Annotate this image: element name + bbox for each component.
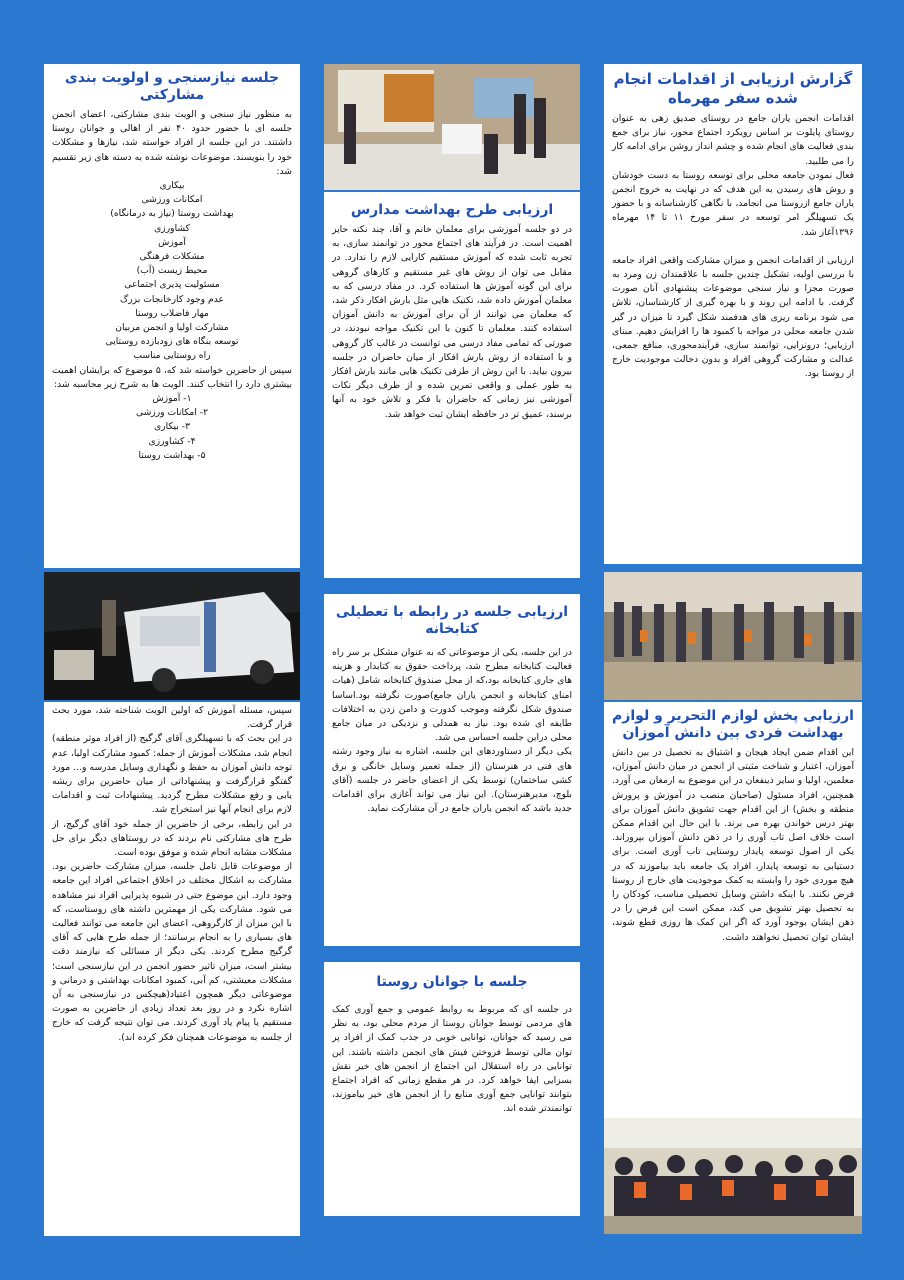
article-title-needs: جلسه نیازسنجی و اولویت بندی مشارکتی <box>64 70 280 103</box>
paragraph: این اقدام ضمن ایجاد هیجان و اشتیاق به تحصیل در بین دانش آموزان، اعتبار و شناخت مثبتی از انجمن در میان دانش آموزان، معلمین، اولیا و سایر ذینفعان در این موضوع به ارمغان می آورد. همچنین، افراد مسئول (صاحبان منصب در آموزش و پرورش منطقه و بخش) از این اقدام جهت تشویق دانش آموزان برای بهتر درس خواندن بهره می برند. با این حال این اقدام ممکن است خلاف اصل تاب آوری را در ذهن دانش آموزان بپروراند. یکی از اصول توسعه پایدار روستایی تاب آوری است. برای دستیابی به توسعه پایدار، افراد یک جامعه باید بیاموزند که در هیچ موردی خود را وابسته به کمک موجودیت های خارج از روستا فرض نکنند. با اینکه داشتن وسایل تحصیلی مناسب، کودکان را به تحصیل بهتر تشویق می کند، ممکن است این فرض را در ذهن ایشان بوجود آورد که اگر این کمک ها روزی قطع شوند، ایشان توان تحصیل نخواهند داشت. <box>612 747 854 943</box>
photo-night-meeting <box>44 572 300 700</box>
list-item: ۵- بهداشت روستا <box>138 449 206 461</box>
paragraph: اقدامات انجمن یاران جامع در روستای صدیق زهی به عنوان روستای پایلوت بر اساس رویکرد اجتماع محور، نیاز برای جمع بندی فعالیت های انجام شده و چشم انداز روشن برای ادامه کار را می طلبید. <box>612 113 854 167</box>
photo-night-image <box>44 572 300 700</box>
photo-teachers-training <box>324 64 580 190</box>
photo-classroom-image <box>604 1118 862 1234</box>
panel-school-health <box>324 192 580 578</box>
article-title-stationery: ارزیابی پخش لوازم التحریر و لوازم بهداشت فردی بین دانش آموزان <box>612 708 854 741</box>
paragraph: در این بحث که با تسهیلگری آقای گرگیج (از افراد موثر منطقه) انجام شد، مشکلات آموزش از جمله: کمبود مشارکت اولیا، عدم توجه دانش آموزان به حفظ و نگهداری وسایل مدرسه و... مورد گفتگو قرارگرفت و پیشنهاداتی از میان حاضرین برای ریشه یابی و رفع مشکلات مطرح گردید. پیشنهادات ثبت و اقدامات لازم برای انجام آنها نیز استخراج شد. <box>52 733 292 816</box>
article-body-education <box>44 702 300 1045</box>
priorities-list <box>52 392 292 463</box>
paragraph: ارزیابی از اقدامات انجمن و میزان مشارکت واقعی افراد جامعه با بررسی اولیه، تشکیل چندین جلسه با علاقمندان زن ومرد به صورت مجزا و نیاز سنجی موضوعات پیشنهادی آنان صورت گرفت. با ادامه این روند و با بهره گیری از کارشناسان، تلاش می شود برنامه ریزی های هدفمند شکل گیرد تا میزان در گیر شدن جامعه محلی در مواجه با کمبود ها را افزایش دهیم. مبنای ارزیابی؛ درونزایی، توانمند سازی، فرآیندمحوری، منافع جمعی، عدالت و مشارکت گروهی افراد و بدون دخالت موجودیت خارج از روستا بود. <box>612 254 854 380</box>
photo-students-outdoors-image <box>604 572 862 700</box>
list-item: بهداشت روستا (نیاز به درمانگاه) <box>110 208 234 220</box>
article-body-library <box>324 646 580 816</box>
needs-list <box>52 179 292 364</box>
list-item: مشارکت اولیا و انجمن مربیان <box>115 322 229 334</box>
list-item: کشاورزی <box>154 222 190 234</box>
paragraph: یکی دیگر از دستاوردهای این جلسه، اشاره به نیاز وجود رشته های فنی در هنرستان (از جمله تعمیر وسایل خانگی و برق کشی ساختمان) توسط یکی از اعضای حاضر در جلسه (آقای بلوچ، مدیرهنرستان). این نیاز می تواند آغازی برای اقدامات جدید باشد که انجمن یاران جامع در آن مشارکت نماید. <box>332 746 572 815</box>
list-item: مهار فاضلاب روستا <box>135 307 209 319</box>
paragraph: از موضوعات قابل تامل جلسه، میزان مشارکت حاضرین بود. مشارکت به اشکال مختلف در اخلاق اجتماعی افراد این جامعه وجود دارد. این موضوع حتی در شیوه پذیرایی افراد نیز مشاهده می شود. مشارکت یکی از مهمترین داشته های روستاست، که با این میزان از کارگروهی، اعضای این جامعه می توانند فعالیت های بسیاری را به انجام برسانند؛ از جمله طرح هایی که آقای گرگیج مطرح کردند. یکی دیگر از مسائلی که نیازمند دقت بیشتر است، میزان تاثیر حضور انجمن در این نیازسنجی است؛ مشکلات معیشتی، کم آبی، کمبود امکانات بهداشتی و درمانی و موضوعاتی دیگر همچون اعتیاد(هیچکس در نیازسنجی به آن اشاره نکرد و در روز بعد تعداد زیادی از حاضرین به صورت مستقیم یا پیام یاد آوری کردند. می توان نتیجه گرفت که خارج از جلسه به موضوعات همچنان فکر کرده اند). <box>52 861 292 1043</box>
paragraph: در جلسه ای که مربوط به روابط عمومی و جمع آوری کمک های مردمی توسط جوانان روستا از مردم محلی بود، به نظر می رسید که جوانان، توانایی خوبی در جذب کمک از افراد پر توان مالی توسط فروختن فیش های انجمن داشته باشند. این توانایی در راه استقلال این اجتماع از انجمن های خیر نقش بسزایی ایفا خواهد کرد. در هر مقطع زمانی که افراد اجتماع بتوانند توانایی جمع آوری منابع را از انجمن های خیر بیاموزند، توانمندتر شده اند. <box>332 1004 572 1115</box>
paragraph: در این جلسه، یکی از موضوعاتی که به عنوان مشکل بر سر راه فعالیت کتابخانه مطرح شد، پرداخت حقوق به کتابدار و هزینه های جاری کتابخانه بود،که از محل صندوق کتابخانه شامل (هیات امنای کتابخانه و انجمن یاران جامع)صورت نگرفته بود.اساسا صندوق شکل نگرفته وموجب کدورت و دامن زدن به اختلافات طایفه ای شده بود. نیاز به همدلی و نزدیکی در میان جامع محلی دراین جلسه احساس می شد. <box>332 647 572 744</box>
article-body-needs <box>44 108 300 463</box>
panel-youth <box>324 962 580 1216</box>
photo-classroom-students <box>604 1118 862 1234</box>
list-item: راه روستایی مناسب <box>133 350 211 362</box>
panel-needs-assessment <box>44 64 300 568</box>
list-item: امکانات ورزشی <box>141 194 203 206</box>
panel-library <box>324 594 580 946</box>
paragraph: به منظور نیاز سنجی و الویت بندی مشارکتی، اعضای انجمن جلسه ای با حضور حدود ۴۰ نفر از اهالی و جوانان روستا داشتند. در این جلسه از افراد خواسته شد، نیازها و مشکلات خود را بنویسند. موضوعات نوشته شده به دسته های زیر تقسیم شد: <box>52 109 293 177</box>
paragraph: در این رابطه، برخی از حاضرین از جمله خود آقای گرگیج، از طرح های مشارکتی نام بردند که در روستاهای دیگر برای حل مشکلات مشابه انجام شده و موفق بوده است. <box>52 818 292 859</box>
article-title-school-health: ارزیابی طرح بهداشت مدارس <box>350 202 554 218</box>
list-item: مشکلات فرهنگی <box>139 251 205 263</box>
photo-students-outdoors <box>604 572 862 700</box>
list-item: آموزش <box>158 236 186 248</box>
paragraph: سپس از حاضرین خواسته شد که، ۵ موضوع که برایشان اهمیت بیشتری دارد را انتخاب کنند. الویت ها به شرح زیر محاسبه شد: <box>52 364 292 390</box>
paragraph: سپس، مسئله آموزش که اولین الویت شناخته شد، مورد بحث قرار گرفت. <box>52 705 292 731</box>
article-title-report: گزارش ارزیابی از اقدامات انجام شده سفر مهرماه <box>613 70 853 107</box>
article-body-report <box>604 112 862 382</box>
article-body-stationery <box>604 746 862 945</box>
list-item: عدم وجود کارخانجات بزرگ <box>119 293 225 305</box>
list-item: توسعه بنگاه های زودبازده روستایی <box>105 336 239 348</box>
photo-teachers-image <box>324 64 580 190</box>
list-item: ۱- آموزش <box>152 393 192 405</box>
panel-education-discussion <box>44 702 300 1236</box>
paragraph: فعال نمودن جامعه محلی برای توسعه روستا به دست خودشان و روش های رسیدن به این هدف که در نهایت به خروج انجمن یاران جامع ازروستا می انجامد، با نگاهی کارشناسانه و با حضور یک تسهیلگر امر توسعه در سفر مورخ ۱۱ تا ۱۴ مهرماه ۱۳۹۶آغاز شد. <box>612 169 854 238</box>
article-body-school-health <box>324 223 580 422</box>
list-item: مسئولیت پذیری اجتماعی <box>124 279 220 291</box>
article-title-library: ارزیابی جلسه در رابطه با تعطیلی کتابخانه <box>335 604 569 637</box>
article-title-youth: جلسه با جوانان روستا <box>376 974 528 990</box>
list-item: ۲- امکانات ورزشی <box>135 407 209 419</box>
list-item: ۳- بیکاری <box>153 421 190 433</box>
paragraph: در دو جلسه آموزشی برای معلمان خانم و آقا، چند نکته حایز اهمیت است. در فرآیند های اجتماع محور در توانمند سازی، به تجربه ثابت شده که آموزش مستقیم کارایی لازم را ندارد. در مقابل می توان از روش های غیر مستقیم و کارهای گروهی برای این گونه آموزش ها استفاده کرد. در مفاد درسی که به معلمان آموزش داده شد، تکنیک هایی مثل بارش افکار ذکر شد، که معلمان می توانند از آن برای آموزش به دانش آموزان استفاده کنند. معلمان تا کنون با این تکنیک مواجه نبودند، در صورتی که تمامی مفاد درسی می توانست در غالب کار گروهی و با استفاده از روش بارش افکار از میان حاضران در جلسه بیرون بیاید. با این روش از طرفی تکنیک هایی مانند بارش افکار به طور عملی و واقعی تمرین شده و از طرف دیگر نکات آموزشی نیز زمانی که حاضران با فکر و تلاش خود به آنها برسند، عمیق تر در حافظه ایشان ثبت خواهد شد. <box>332 224 572 420</box>
list-item: محیط زیست (آب) <box>136 265 208 277</box>
panel-report-intro <box>604 64 862 564</box>
panel-stationery <box>604 702 862 1122</box>
list-item: بیکاری <box>159 180 185 192</box>
article-body-youth <box>324 1003 580 1117</box>
list-item: ۴- کشاورزی <box>148 435 196 447</box>
